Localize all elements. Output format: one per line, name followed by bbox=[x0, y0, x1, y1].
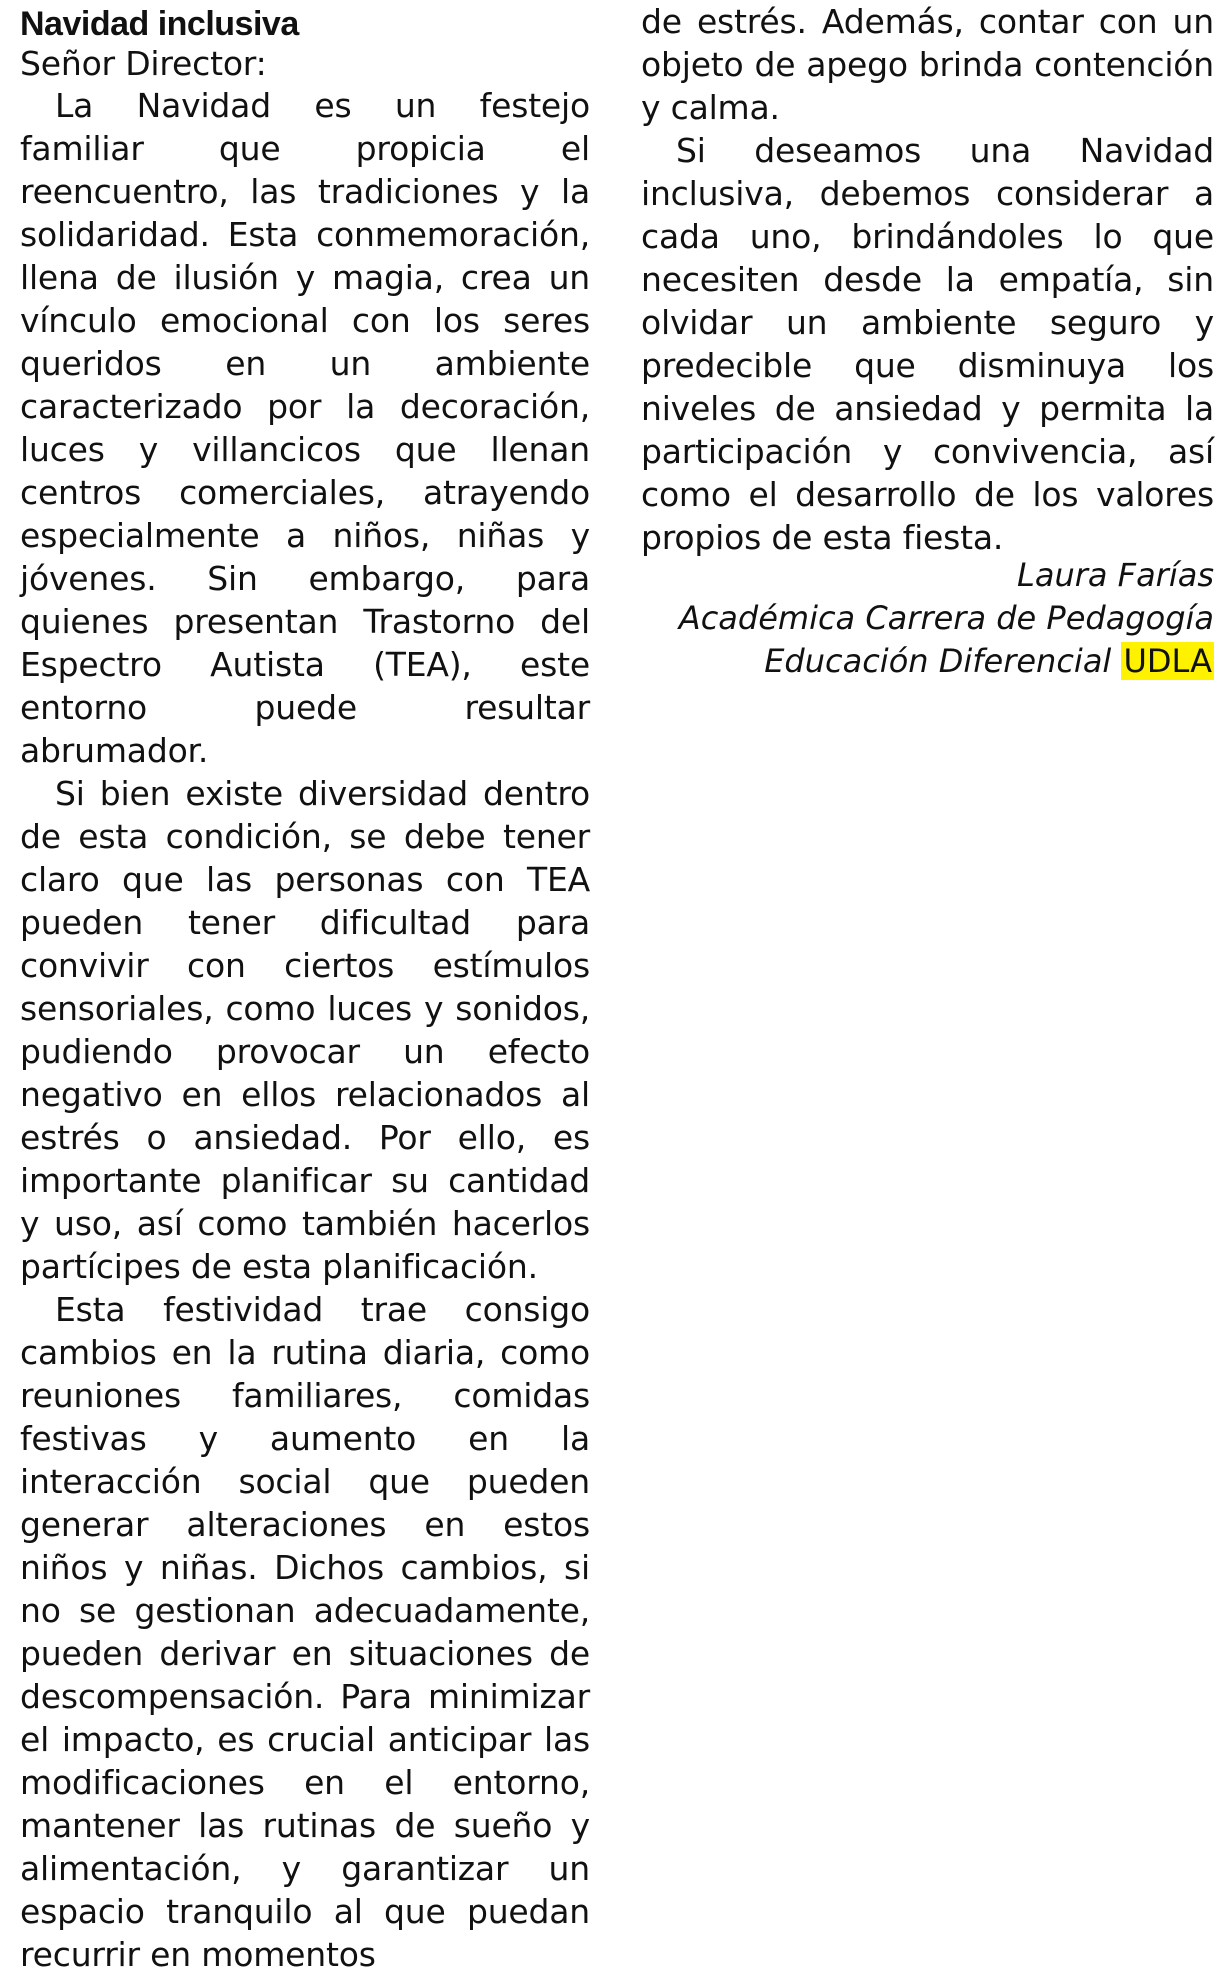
letter-salutation: Señor Director: bbox=[20, 44, 267, 83]
right-column bbox=[641, 0, 1214, 559]
author-role: Académica Carrera de Pedagogía bbox=[678, 599, 1214, 637]
paragraph-3: Esta festividad trae consigo cambios en la rutina diaria, como reuniones familiares, comidas festivas y aumento en la interacción social que pueden generar alteraciones en estos niños y niñas. Dichos cambios, si no se gestionan adecuadamente, pueden derivar en situaciones de descompensación. Para minimizar el impacto, es crucial anticipar las modificaciones en el entorno, mantener las rutinas de sueño y alimentación, y garantizar un espacio tranquilo al que puedan recurrir en momentos bbox=[20, 1290, 590, 1974]
letter-headline: Navidad inclusiva bbox=[20, 5, 299, 43]
author-program: Educación Diferencial bbox=[764, 642, 1112, 680]
paragraph-1: La Navidad es un festejo familiar que propicia el reencuentro, las tradiciones y la solidaridad. Esta conmemoración, llena de ilusión y magia, crea un vínculo emocional con los seres queridos en un ambiente caracterizado por la decoración, luces y villancicos que llenan centros comerciales, atrayendo especialmente a niños, niñas y jóvenes. Sin embargo, para quienes presentan Trastorno del Espectro Autista (TEA), este entorno puede resultar abrumador. bbox=[20, 86, 590, 770]
left-column bbox=[20, 0, 590, 1976]
paragraph-3-continued: de estrés. Además, contar con un objeto de apego brinda contención y calma. bbox=[641, 2, 1214, 127]
signature-block bbox=[641, 554, 1214, 683]
author-name: Laura Farías bbox=[1017, 556, 1214, 594]
paragraph-4: Si deseamos una Navidad inclusiva, debemos considerar a cada uno, brindándoles lo que necesiten desde la empatía, sin olvidar un ambiente seguro y predecible que disminuya los niveles de ansiedad y permita la participación y convivencia, así como el desarrollo de los valores propios de esta fiesta. bbox=[641, 131, 1214, 557]
author-affiliation bbox=[641, 640, 1214, 683]
institution-highlight: UDLA bbox=[1123, 642, 1212, 680]
paragraph-2: Si bien existe diversidad dentro de esta condición, se debe tener claro que las personas con TEA pueden tener dificultad para convivir con ciertos estímulos sensoriales, como luces y sonidos, pudiendo provocar un efecto negativo en ellos relacionados al estrés o ansiedad. Por ello, es importante planificar su cantidad y uso, así como también hacerlos partícipes de esta planificación. bbox=[20, 774, 590, 1286]
